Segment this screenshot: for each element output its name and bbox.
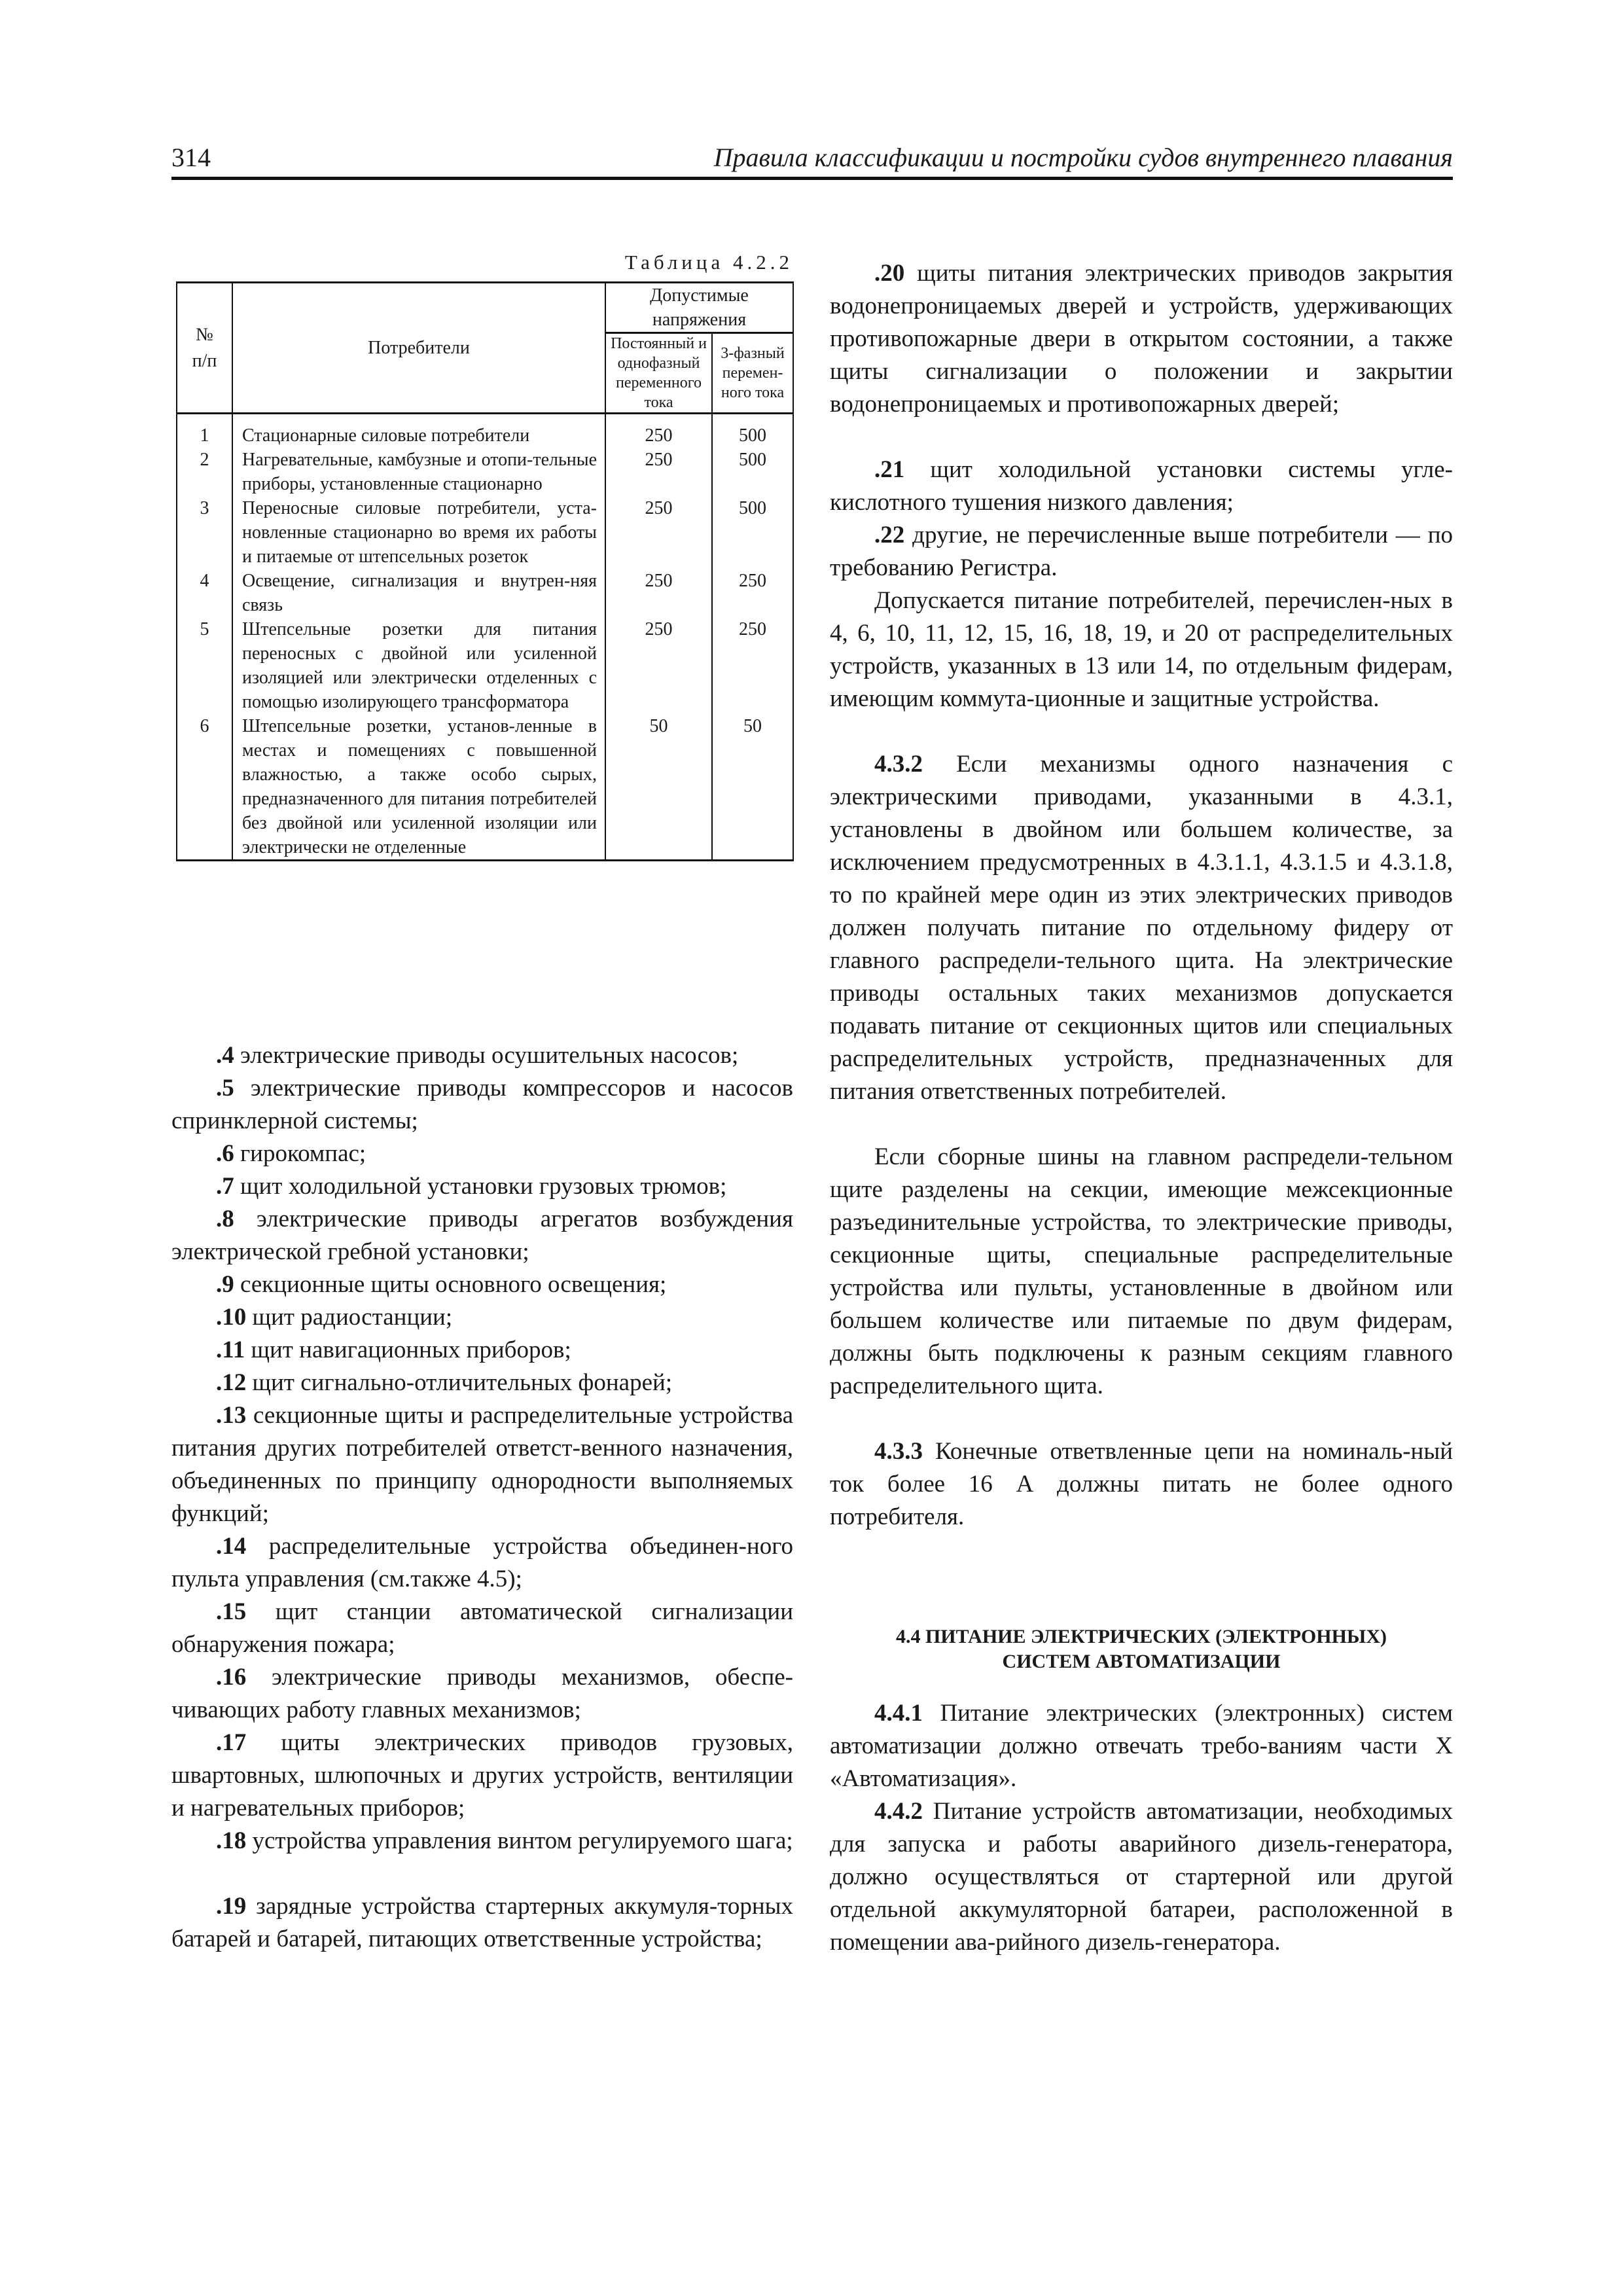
header-consumers: Потребители xyxy=(232,283,605,414)
list-item: .16 электрические приводы механизмов, обеспе-чивающих работу главных механизмов; xyxy=(171,1664,793,1723)
row-consumer: Нагревательные, камбузные и отопи-тельные приборы, установленные стационарно xyxy=(232,448,605,496)
clause-4-3-2: 4.3.2 Если механизмы одного назначения с электрическими приводами, указанными в 4.3.1, установлены в двойном или большем количестве, за исключением предусмотренных в 4.3.1.1, 4.3.1.5 и 4.3.1.8, то по крайней мере один из этих электрических приводов должен получать питание по отдельному фидеру от главного распредели-тельного щита. На электрические приводы остальных таких механизмов допускается подавать питание от секционных щитов или специальных распределительных устройств, предназначенных для питания ответственных потребителей. xyxy=(830,751,1453,1105)
list-item: .13 секционные щиты и распределительные устройства питания других потребителей ответст-венного назначения, объединенных по принципу однородности выполняемых функций; xyxy=(171,1402,793,1527)
row-voltage-3ph: 250 xyxy=(712,569,793,617)
paragraph-allowed-supply: Допускается питание потребителей, перечислен-ных в 4, 6, 10, 11, 12, 15, 16, 18, 19, и 20 от распределительных устройств, указанных в 13 или 14, по отдельным фидерам, имеющим коммута-ционные и защитные устройства. xyxy=(830,587,1453,712)
list-item: .9 секционные щиты основного освещения; xyxy=(216,1271,667,1298)
page-number: 314 xyxy=(171,143,211,172)
page-header xyxy=(171,141,1453,180)
paragraph-busbars: Если сборные шины на главном распредели-тельном щите разделены на секции, имеющие межсекционные разъединительные устройства, то электрические приводы, секционные щиты, специальные распределительные устройства или пульты, установленные в двойном или большем количестве или питаемые по двум фидерам, должны быть подключены к разным секциям главного распределительного щита. xyxy=(830,1143,1453,1399)
running-title: Правила классификации и постройки судов внутреннего плавания xyxy=(713,143,1453,172)
header-three-phase: 3-фазный перемен-ного тока xyxy=(712,333,793,414)
header-rule xyxy=(171,177,1453,180)
table-caption: Таблица 4.2.2 xyxy=(624,251,793,274)
row-voltage-dc: 250 xyxy=(605,617,712,714)
header-number: № п/п xyxy=(177,283,232,414)
row-voltage-dc: 250 xyxy=(605,448,712,496)
row-voltage-3ph: 250 xyxy=(712,617,793,714)
list-item: .15 щит станции автоматической сигнализации обнаружения пожара; xyxy=(171,1598,793,1658)
list-item: .22 другие, не перечисленные выше потребители — по требованию Регистра. xyxy=(830,522,1453,581)
row-voltage-3ph: 500 xyxy=(712,448,793,496)
row-voltage-dc: 250 xyxy=(605,496,712,569)
row-number: 6 xyxy=(177,714,232,861)
row-voltage-dc: 250 xyxy=(605,569,712,617)
list-item: .4 электрические приводы осушительных насосов; xyxy=(216,1042,739,1069)
list-item: .7 щит холодильной установки грузовых трюмов; xyxy=(216,1173,727,1200)
row-voltage-3ph: 500 xyxy=(712,496,793,569)
row-number: 5 xyxy=(177,617,232,714)
row-number: 4 xyxy=(177,569,232,617)
row-number: 2 xyxy=(177,448,232,496)
table-row xyxy=(177,496,793,569)
list-item: .18 устройства управления винтом регулируемого шага; xyxy=(216,1827,793,1854)
list-item: .5 электрические приводы компрессоров и насосов спринклерной системы; xyxy=(171,1075,793,1134)
clause-4-3-3: 4.3.3 Конечные ответвленные цепи на номиналь-ный ток более 16 А должны питать не более одного потребителя. xyxy=(830,1438,1453,1530)
row-consumer: Стационарные силовые потребители xyxy=(232,414,605,448)
header-dc-single-phase: Постоянный и однофазный переменного тока xyxy=(605,333,712,414)
row-number: 1 xyxy=(177,414,232,448)
row-consumer: Штепсельные розетки для питания переносных с двойной или усиленной изоляцией или электрически отделенных с помощью изолирующего трансформатора xyxy=(232,617,605,714)
clause-4-4-2: 4.4.2 Питание устройств автоматизации, необходимых для запуска и работы аварийного дизель-генератора, должно осуществляться от стартерной или другой отдельной аккумуляторной батареи, расположенной в помещении ава-рийного дизель-генератора. xyxy=(830,1798,1453,1956)
table-row xyxy=(177,714,793,861)
section-title: 4.4 ПИТАНИЕ ЭЛЕКТРИЧЕСКИХ (ЭЛЕКТРОННЫХ) СИСТЕМ АВТОМАТИЗАЦИИ xyxy=(895,1626,1387,1672)
list-item: .14 распределительные устройства объединен-ного пульта управления (см.также 4.5); xyxy=(171,1533,793,1592)
table-row xyxy=(177,448,793,496)
row-consumer: Освещение, сигнализация и внутрен-няя связь xyxy=(232,569,605,617)
row-voltage-3ph: 500 xyxy=(712,414,793,448)
clause-4-4-1: 4.4.1 Питание электрических (электронных) систем автоматизации должно отвечать требо-ваниям части Х «Автоматизация». xyxy=(830,1700,1453,1792)
list-item: .12 щит сигнально-отличительных фонарей; xyxy=(216,1369,673,1396)
list-item: .10 щит радиостанции; xyxy=(216,1304,453,1331)
list-item: .21 щит холодильной установки системы угле-кислотного тушения низкого давления; xyxy=(830,456,1453,516)
list-item: .19 зарядные устройства стартерных аккумуля-торных батарей и батарей, питающих ответственные устройства; xyxy=(171,1893,793,1952)
row-consumer: Штепсельные розетки, установ-ленные в местах и помещениях с повышенной влажностью, а также особо сырых, предназначенного для питания потребителей без двойной или усиленной изоляции или электрически не отделенные xyxy=(232,714,605,861)
row-voltage-dc: 50 xyxy=(605,714,712,861)
list-item: .11 щит навигационных приборов; xyxy=(216,1336,571,1363)
list-item: .17 щиты электрических приводов грузовых, швартовных, шлюпочных и других устройств, вентиляции и нагревательных приборов; xyxy=(171,1729,793,1821)
list-item: .6 гирокомпас; xyxy=(216,1140,366,1167)
row-consumer: Переносные силовые потребители, уста-новленные стационарно во время их работы и питаемые от штепсельных розеток xyxy=(232,496,605,569)
table-row xyxy=(177,617,793,714)
list-item: .8 электрические приводы агрегатов возбуждения электрической гребной установки; xyxy=(171,1206,793,1265)
table-row xyxy=(177,569,793,617)
header-voltages: Допустимые напряжения xyxy=(605,283,793,333)
list-item: .20 щиты питания электрических приводов закрытия водонепроницаемых дверей и устройств, удерживающих противопожарные двери в открытом состоянии, а также щиты сигнализации о положении и закрытии водонепроницаемых и противопожарных дверей; xyxy=(830,260,1453,418)
consumers-table xyxy=(176,281,794,861)
row-voltage-3ph: 50 xyxy=(712,714,793,861)
row-voltage-dc: 250 xyxy=(605,414,712,448)
table-row xyxy=(177,414,793,448)
row-number: 3 xyxy=(177,496,232,569)
